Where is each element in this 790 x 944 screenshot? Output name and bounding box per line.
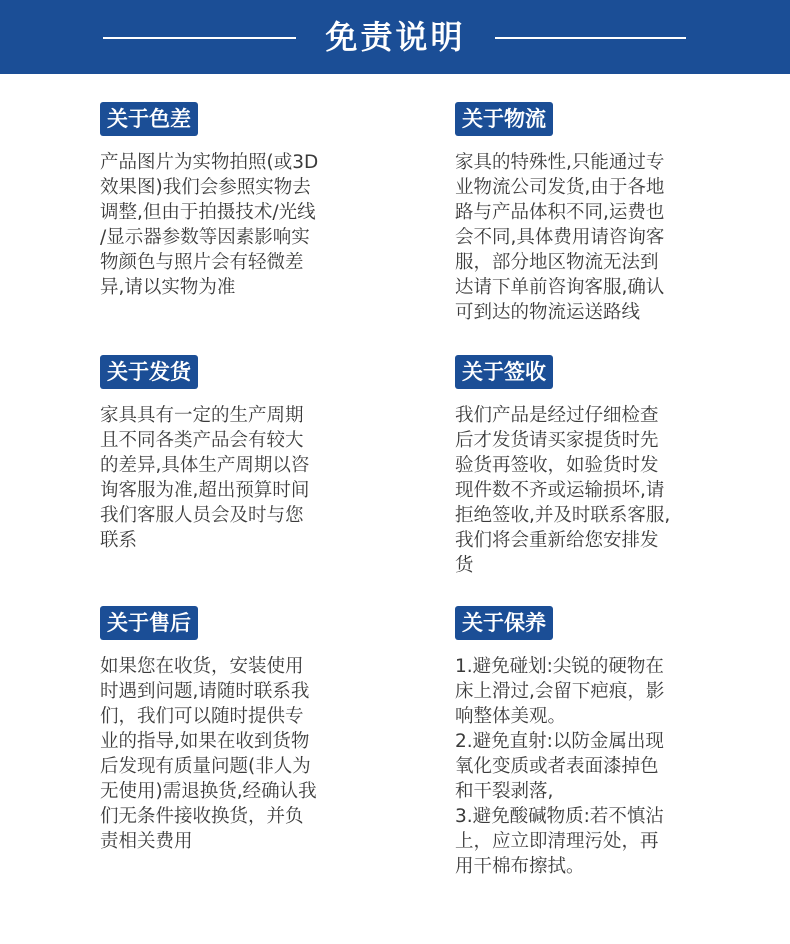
section-body: 家具具有一定的生产周期 且不同各类产品会有较大 的差异,具体生产周期以咨 询客服为准,超出预算时间 我们客服人员会及时与您 联系 xyxy=(100,405,310,551)
section-heading: 关于签收 xyxy=(455,355,553,389)
section-shipping xyxy=(100,355,350,553)
section-body: 家具的特殊性,只能通过专 业物流公司发货,由于各地 路与产品体积不同,运费也 会不同,具体费用请咨询客 服，部分地区物流无法到 达请下单前咨询客服,确认 可到达的物流运送路线 xyxy=(455,152,665,323)
header-banner xyxy=(0,0,790,74)
section-heading: 关于物流 xyxy=(455,102,553,136)
header-right-rule xyxy=(495,37,686,39)
section-heading: 关于售后 xyxy=(100,606,198,640)
section-logistics xyxy=(455,102,705,325)
header-left-rule xyxy=(103,37,296,39)
section-heading: 关于发货 xyxy=(100,355,198,389)
section-receipt xyxy=(455,355,705,578)
section-heading: 关于保养 xyxy=(455,606,553,640)
section-heading: 关于色差 xyxy=(100,102,198,136)
section-color-difference xyxy=(100,102,350,300)
section-body: 1.避免碰划:尖锐的硬物在 床上滑过,会留下疤痕，影 响整体美观。 2.避免直射:以防金属出现 氧化变质或者表面漆掉色 和干裂剥落, 3.避免酸碱物质:若不慎沾 上，应立即清理污处，再 用干棉布擦拭。 xyxy=(455,656,665,877)
page-title: 免责说明 xyxy=(325,18,466,56)
section-maintenance xyxy=(455,606,705,879)
section-body: 我们产品是经过仔细检查 后才发货请买家提货时先 验货再签收，如验货时发 现件数不齐或运输损坏,请 拒绝签收,并及时联系客服, 我们将会重新给您安排发 货 xyxy=(455,405,671,576)
section-body: 如果您在收货，安装使用 时遇到问题,请随时联系我 们，我们可以随时提供专 业的指导,如果在收到货物 后发现有质量问题(非人为 无使用)需退换货,经确认我 们无条件接收换货，并负 责相关费用 xyxy=(100,656,317,852)
section-after-sales xyxy=(100,606,350,854)
section-body: 产品图片为实物拍照(或3D 效果图)我们会参照实物去 调整,但由于拍摄技术/光线 /显示器参数等因素影响实 物颜色与照片会有轻微差 异,请以实物为准 xyxy=(100,152,319,298)
